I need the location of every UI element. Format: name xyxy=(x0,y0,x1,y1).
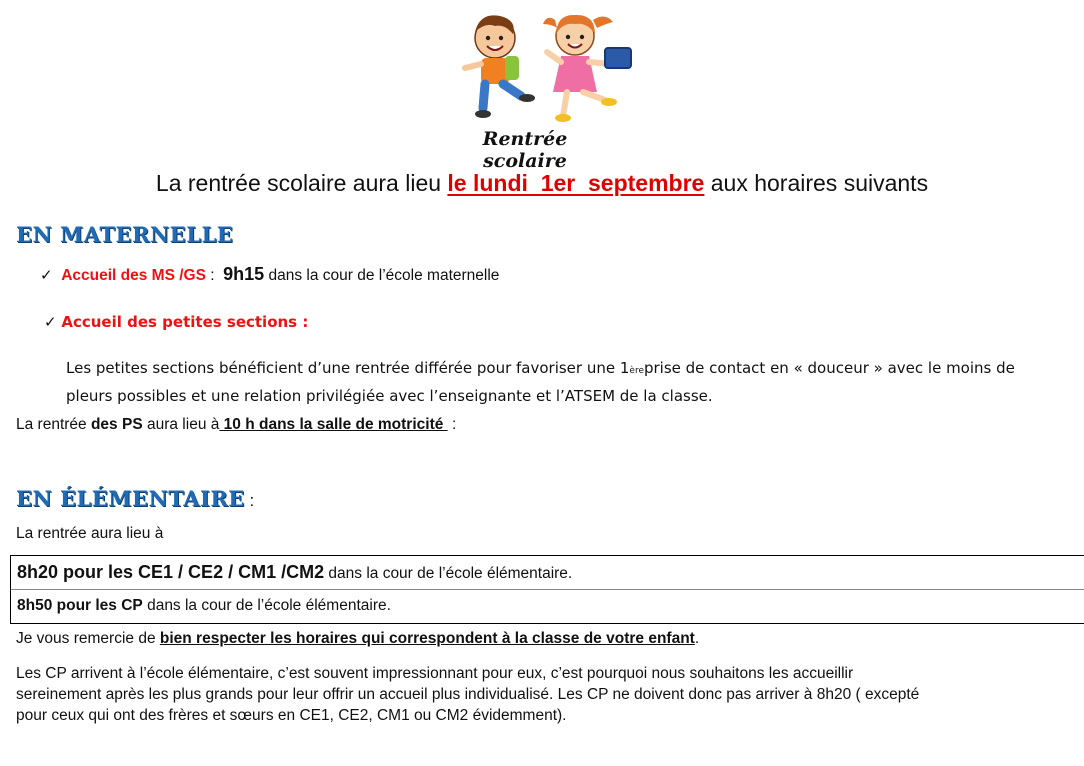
cp-line2: sereinement après les plus grands pour leur offrir un accueil plus individualisé. Les CP ne doivent donc pas arriver à 8h20 ( excepté xyxy=(16,686,920,703)
item1-time: 9h15 xyxy=(223,264,265,284)
elementaire-heading: EN ÉLÉMENTAIRE xyxy=(16,486,245,511)
checkmark-icon: ✓ xyxy=(44,313,57,331)
script-subtitle: Rentrée scolaire xyxy=(482,128,568,172)
ps-paragraph-line2: pleurs possibles et une relation privilégiée avec l’enseignante et l’ATSEM de la classe. xyxy=(66,387,713,405)
girl-figure xyxy=(543,15,631,122)
cp-line1: Les CP arrivent à l’école élémentaire, c’est souvent impressionnant pour eux, c’est pourquoi nous souhaitons les accueillir xyxy=(16,665,854,682)
ps-place: 10 h dans la salle de motricité xyxy=(219,416,448,433)
cp-paragraph xyxy=(16,663,1082,726)
ps-paragraph-line1: Les petites sections bénéficient d’une rentrée différée pour favoriser une 1èreprise de contact en « douceur » avec le moins de xyxy=(66,359,1015,377)
ps-arrival-line: La rentrée des PS aura lieu à 10 h dans la salle de motricité : xyxy=(16,416,457,433)
schedule-row-cp: 8h50 pour les CP dans la cour de l’école élémentaire. xyxy=(17,597,391,614)
elementaire-intro: La rentrée aura lieu à xyxy=(16,525,164,542)
schedule-table xyxy=(10,555,1084,624)
schedule-row-ce-cm: 8h20 pour les CE1 / CE2 / CM1 /CM2 dans la cour de l’école élémentaire. xyxy=(17,562,573,582)
table-divider xyxy=(11,589,1084,590)
row1-time: 8h20 pour les CE1 / CE2 / CM1 /CM2 xyxy=(17,562,325,582)
thanks-line: Je vous remercie de bien respecter les horaires qui correspondent à la classe de votre enfant. xyxy=(16,630,700,647)
checkmark-icon: ✓ xyxy=(40,267,53,284)
boy-figure xyxy=(465,15,535,118)
thanks-bold: bien respecter les horaires qui correspondent à la classe de votre enfant xyxy=(159,630,695,647)
cp-line3: pour ceux qui ont des frères et sœurs en CE1, CE2, CM1 ou CM2 évidemment). xyxy=(16,707,567,724)
maternelle-item-ps xyxy=(44,313,308,331)
intro-title xyxy=(0,170,1084,197)
ps-paragraph xyxy=(66,356,1076,409)
item1-label: Accueil des MS /GS xyxy=(61,267,206,284)
row2-time: 8h50 pour les CP xyxy=(17,597,143,614)
maternelle-item-ms-gs xyxy=(40,264,499,285)
item2-label: Accueil des petites sections : xyxy=(61,313,309,331)
item1-sep: : xyxy=(205,267,224,284)
intro-date: le lundi 1er septembre xyxy=(447,170,705,196)
elementaire-heading-line: EN ÉLÉMENTAIRE : xyxy=(16,486,255,511)
maternelle-heading: EN MATERNELLE xyxy=(16,222,234,247)
children-illustration xyxy=(455,8,645,126)
intro-before: La rentrée scolaire aura lieu xyxy=(155,170,448,196)
item1-rest: dans la cour de l’école maternelle xyxy=(264,267,500,284)
intro-after: aux horaires suivants xyxy=(704,170,929,196)
